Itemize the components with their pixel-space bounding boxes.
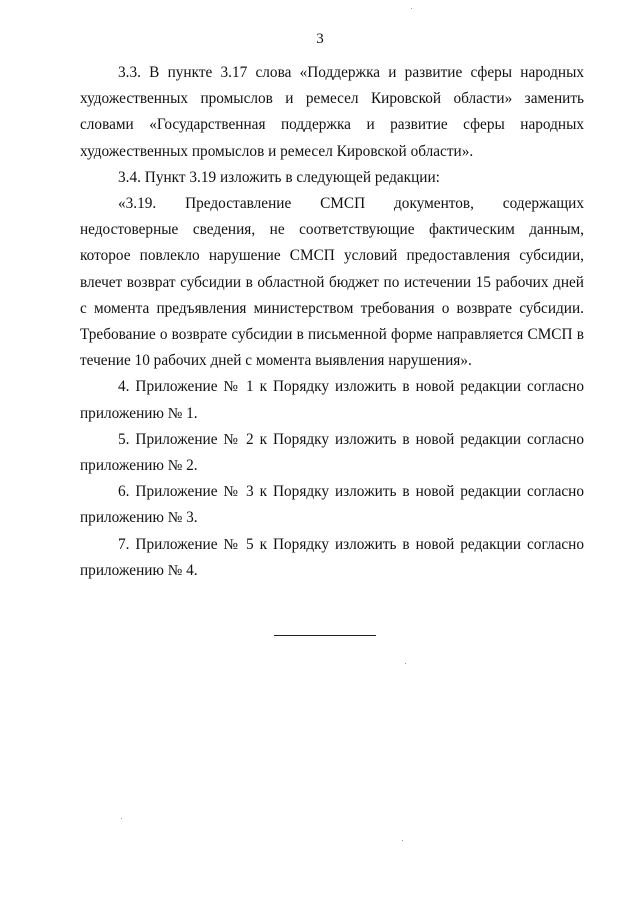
scan-speck	[411, 8, 412, 9]
page-number: 3	[316, 31, 324, 47]
paragraph-5: 5. Приложение № 2 к Порядку изложить в новой редакции согласно приложению № 2.	[80, 430, 584, 475]
paragraph-6: 6. Приложение № 3 к Порядку изложить в новой редакции согласно приложению № 3.	[80, 483, 584, 527]
scan-speck	[405, 663, 406, 664]
paragraph-3-3: 3.3. В пункте 3.17 слова «Поддержка и развитие сферы народных художественных промыслов и ремесел Кировской области» заменить словами «Государственная поддержка и развитие сферы народных художественных промыслов и ремесел Кировской области».	[80, 64, 584, 160]
paragraph-3-19: «3.19. Предоставление СМСП документов, содержащих недостоверные сведения, не соответствующие фактическим данным, которое повлекло нарушение СМСП условий предоставления субсидии, влечет возврат субсидии в областной бюджет по истечении 15 рабочих дней с момента предъявления министерством требования о возврате субсидии. Требование о возврате субсидии в письменной форме направляется СМСП в течение 10 рабочих дней с момента выявления нарушения».	[80, 195, 584, 370]
document-body	[80, 60, 584, 584]
scan-speck	[402, 840, 403, 841]
paragraph-3-4: 3.4. Пункт 3.19 изложить в следующей редакции:	[118, 168, 440, 186]
paragraph-4: 4. Приложение № 1 к Порядку изложить в новой редакции согласно приложению № 1.	[80, 378, 584, 422]
end-of-text-rule	[274, 635, 376, 636]
scan-speck	[121, 818, 122, 819]
paragraph-7: 7. Приложение № 5 к Порядку изложить в новой редакции согласно приложению № 4.	[80, 535, 584, 579]
